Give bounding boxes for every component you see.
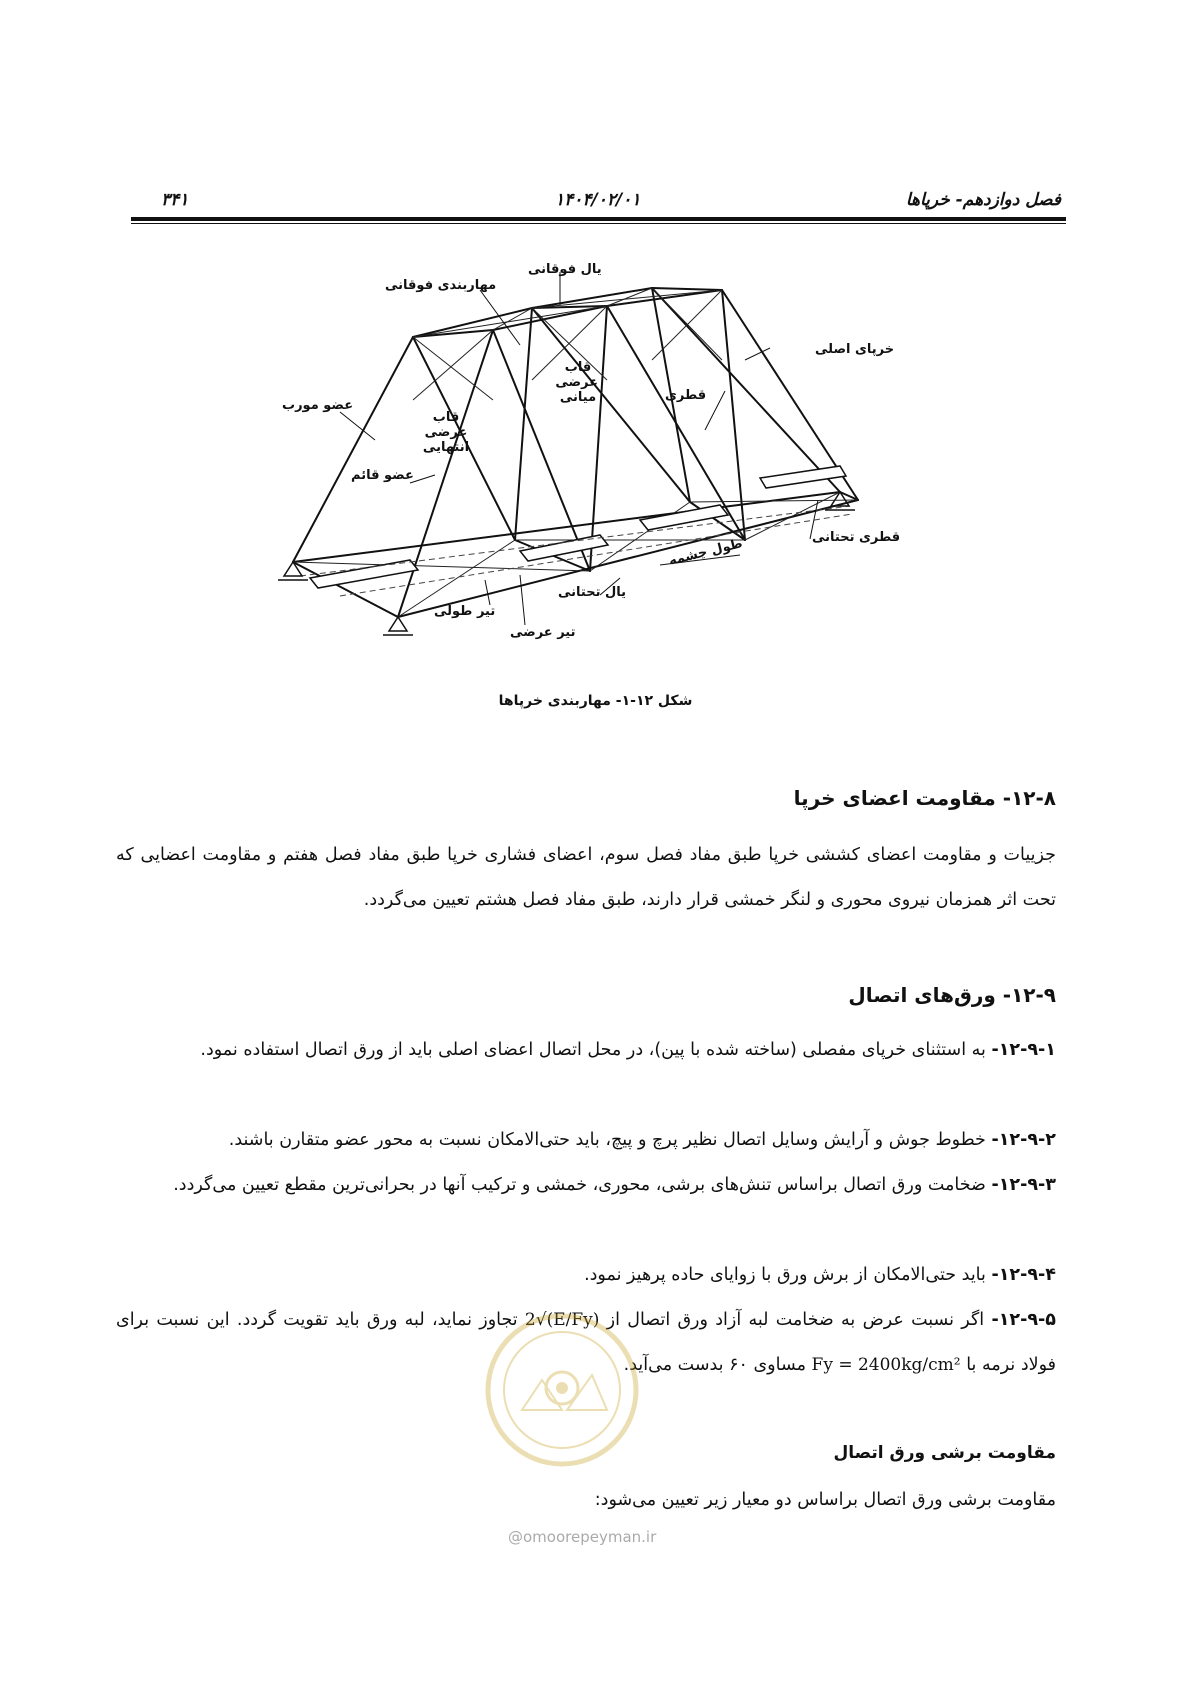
watermark-seal: [482, 1310, 642, 1470]
section-9-item-4: [116, 1253, 1056, 1298]
shear-paragraph: مقاومت برشی ورق اتصال براساس دو معیار زیر تعیین می‌شود:: [594, 1490, 1056, 1510]
item-4-number: ۱۲-۹-۴-: [991, 1265, 1056, 1285]
header-date: ۱۴۰۴/۰۲/۰۱: [555, 190, 641, 210]
section-9-item-2: [116, 1118, 1056, 1163]
item-5-text-b: تجاوز نماید، لبه ورق باید تقویت گردد. این نسبت برای فولاد نرمه با: [116, 1310, 1056, 1375]
item-3-number: ۱۲-۹-۳-: [991, 1175, 1056, 1195]
shear-heading: مقاومت برشی ورق اتصال: [833, 1443, 1056, 1463]
item-4-text: باید حتی‌الامکان از برش ورق با زوایای حاده پرهیز نمود.: [584, 1265, 986, 1285]
front-truss-outline: [293, 288, 840, 562]
label-vertical-member: عضو قائم: [351, 468, 414, 483]
item-2-number: ۱۲-۹-۲-: [991, 1130, 1056, 1150]
item-5-number: ۱۲-۹-۵-: [991, 1310, 1056, 1330]
label-main-truss: خرپای اصلی: [815, 342, 895, 357]
item-2-text: خطوط جوش و آرایش وسایل اتصال نظیر پرچ و پیچ، باید حتی‌الامکان نسبت به محور عضو متقارن باشند.: [228, 1130, 986, 1150]
label-stringer: تیر طولی: [434, 604, 496, 619]
page-number: ۳۴۱: [161, 190, 189, 210]
label-bottom-chord: یال تحتانی: [558, 585, 627, 600]
section-9-item-1: [116, 1028, 1056, 1073]
label-diagonal: قطری: [665, 388, 707, 403]
section-8-paragraph: جزییات و مقاومت اعضای کششی خرپا طبق مفاد فصل سوم، اعضای فشاری خرپا طبق مفاد فصل هفتم و مقاومت اعضایی که تحت اثر همزمان نیروی محوری و لنگر خمشی قرار دارند، طبق مفاد فصل هشتم تعیین می‌گردد.: [116, 845, 1056, 910]
label-middle-frame: قاب عرضی میانی: [555, 360, 598, 405]
chapter-title: فصل دوازدهم- خرپاها: [905, 190, 1061, 210]
label-floor-beam: تیر عرضی: [510, 625, 576, 640]
item-3-text: ضخامت ورق اتصال براساس تنش‌های برشی، محوری، خمشی و ترکیب آنها در بحرانی‌ترین مقطع تعیین می‌گردد.: [173, 1175, 986, 1195]
formula-yield-stress: Fy = 2400kg/cm²: [811, 1355, 961, 1375]
section-9-heading: ۱۲-۹- ورق‌های اتصال: [848, 983, 1056, 1007]
item-1-text: به استثنای خرپای مفصلی (ساخته شده با پین)، در محل اتصال اعضای اصلی باید از ورق اتصال استفاده نمود.: [200, 1040, 986, 1060]
label-end-portal-frame: قاب عرضی انتهایی: [422, 410, 470, 455]
figure-caption: شکل ۱۲-۱- مهاربندی خرپاها: [498, 693, 693, 709]
item-5-text-a: اگر نسبت عرض به ضخامت لبه آزاد ورق اتصال از: [606, 1310, 985, 1330]
section-9-item-3: [116, 1163, 1056, 1208]
formula-width-thickness-limit: 2√(E/Fy): [524, 1310, 600, 1330]
section-8-heading: ۱۲-۸- مقاومت اعضای خرپا: [793, 786, 1056, 810]
label-top-chord: یال فوقانی: [528, 262, 602, 277]
label-diagonal-member: عضو مورب: [282, 398, 354, 413]
label-bottom-diagonal: قطری تحتانی: [812, 530, 901, 545]
item-5-text-c: مساوی ۶۰ بدست می‌آید.: [623, 1355, 806, 1375]
floor-beam-2: [520, 535, 608, 561]
label-panel-length: طول چشمه: [667, 536, 745, 569]
watermark-site: @omoorepeyman.ir: [508, 1528, 657, 1546]
item-1-number: ۱۲-۹-۱-: [991, 1040, 1056, 1060]
floor-beam-3: [640, 505, 728, 530]
label-top-bracing: مهاربندی فوقانی: [385, 278, 497, 293]
